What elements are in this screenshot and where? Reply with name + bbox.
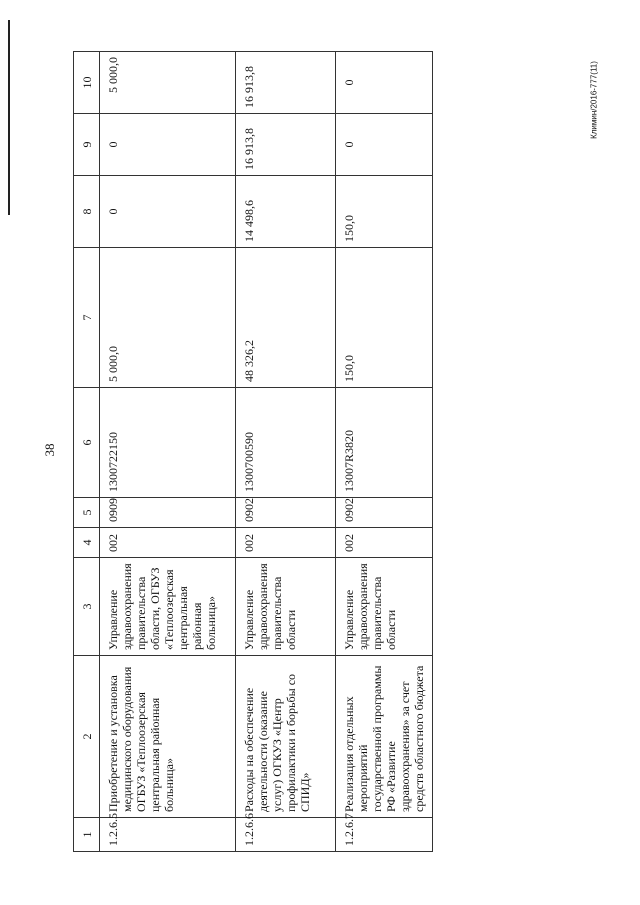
row-number: 1.2.6.6 xyxy=(236,818,336,852)
row-value-8: 0 xyxy=(100,176,236,248)
row-value-8: 150,0 xyxy=(336,176,433,248)
row-executor: Управление здравоохранения правительства области xyxy=(336,558,433,656)
row-description: Приобретение и установка медицинского оборудования ОГБУЗ «Теплоозерская центральная районная больница» xyxy=(100,656,236,818)
row-value-10: 5 000,0 xyxy=(100,52,236,114)
table-row xyxy=(100,52,236,852)
row-value-7: 150,0 xyxy=(336,248,433,388)
header-cell: 2 xyxy=(74,656,100,818)
row-executor: Управление здравоохранения правительства области, ОГБУЗ «Теплоозерская центральная районная больница» xyxy=(100,558,236,656)
document-stamp: Климин/2016-777(11) xyxy=(589,61,599,139)
row-csr: 1300700590 xyxy=(236,388,336,498)
row-value-8: 14 498,6 xyxy=(236,176,336,248)
row-grbs: 002 xyxy=(236,528,336,558)
row-description: Реализация отдельных мероприятий государственной программы РФ «Развитие здравоохранения» за счет средств областного бюджета xyxy=(336,656,433,818)
header-cell: 6 xyxy=(74,388,100,498)
row-value-10: 16 913,8 xyxy=(236,52,336,114)
row-value-7: 48 326,2 xyxy=(236,248,336,388)
row-number: 1.2.6.7 xyxy=(336,818,433,852)
header-cell: 10 xyxy=(74,52,100,114)
header-cell: 9 xyxy=(74,114,100,176)
row-value-9: 16 913,8 xyxy=(236,114,336,176)
budget-table xyxy=(73,51,433,852)
header-cell: 3 xyxy=(74,558,100,656)
row-rzpr: 0902 xyxy=(336,498,433,528)
row-number: 1.2.6.5 xyxy=(100,818,236,852)
table-row xyxy=(336,52,433,852)
row-description: Расходы на обеспечение деятельности (оказание услуг) ОГКУЗ «Центр профилактики и борьбы со СПИД» xyxy=(236,656,336,818)
rotated-table-container xyxy=(73,52,426,852)
header-cell: 5 xyxy=(74,498,100,528)
page-number: 38 xyxy=(42,443,57,457)
header-cell: 8 xyxy=(74,176,100,248)
margin-line xyxy=(8,20,10,215)
row-grbs: 002 xyxy=(336,528,433,558)
row-value-9: 0 xyxy=(100,114,236,176)
row-csr: 13007R3820 xyxy=(336,388,433,498)
header-cell: 7 xyxy=(74,248,100,388)
table-row xyxy=(236,52,336,852)
header-cell: 1 xyxy=(74,818,100,852)
row-rzpr: 0902 xyxy=(236,498,336,528)
row-value-10: 0 xyxy=(336,52,433,114)
row-grbs: 002 xyxy=(100,528,236,558)
row-executor: Управление здравоохранения правительства области xyxy=(236,558,336,656)
row-csr: 1300722150 xyxy=(100,388,236,498)
row-value-7: 5 000,0 xyxy=(100,248,236,388)
row-rzpr: 0909 xyxy=(100,498,236,528)
header-row xyxy=(74,52,100,852)
row-value-9: 0 xyxy=(336,114,433,176)
header-cell: 4 xyxy=(74,528,100,558)
